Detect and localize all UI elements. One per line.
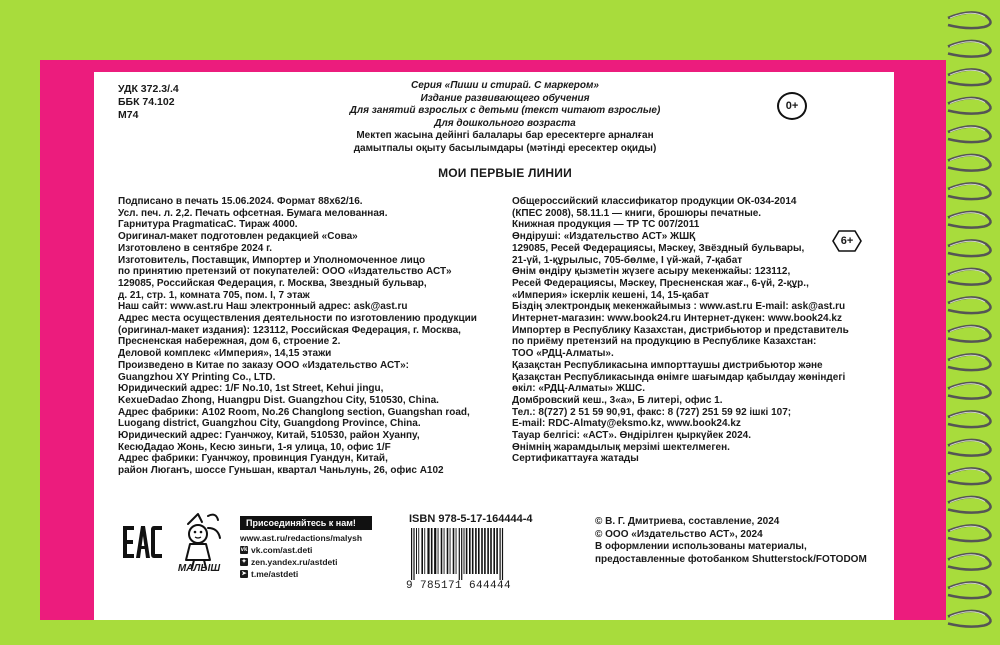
imprint-line: Қазақстан Республикасына импорттаушы дистрибьютор және — [512, 359, 823, 371]
imprint-line: Домбровский кеш., 3«а», Б литері, офис 1. — [512, 394, 723, 406]
bbk-code: ББК 74.102 — [118, 96, 175, 108]
imprint-line: «Империя» іскерлік кешені, 14, 15-қабат — [512, 289, 710, 301]
copyright-block — [595, 516, 867, 566]
imprint-line: Тауар белгісі: «АСТ». Өндірілген қыркүйек 2024. — [512, 430, 751, 442]
imprint-line: Өндіруші: «Издательство АСТ» ЖШҚ — [512, 231, 696, 243]
imprint-line: Luogang district, Guangzhou City, Guangdong Province, China. — [118, 418, 421, 430]
publisher-site[interactable]: www.ast.ru/redactions/malysh — [240, 533, 363, 543]
spiral-coil — [948, 468, 991, 484]
series-line: Серия «Пиши и стирай. С маркером» — [411, 80, 599, 91]
imprint-line: Өнім өндіру қызметін жүзеге асыру мекенжайы: 123112, — [512, 266, 791, 278]
barcode-bar — [431, 528, 433, 574]
author-code: М74 — [118, 109, 139, 121]
imprint-line: Усл. печ. л. 2,2. Печать офсетная. Бумага мелованная. — [118, 207, 388, 219]
imprint-line: д. 21, стр. 1, комната 705, пом. I, 7 этаж — [118, 289, 310, 301]
spiral-coil — [948, 269, 991, 285]
imprint-line: Адрес фабрики: Гуанчжоу, провинция Гуандун, Китай, — [118, 453, 388, 465]
spiral-coil — [948, 98, 991, 114]
imprint-line: Гарнитура PragmaticaC. Тираж 4000. — [118, 219, 298, 231]
imprint-line: (КПЕС 2008), 58.11.1 — книги, брошюры печатные. — [512, 207, 762, 219]
spiral-coil — [948, 497, 991, 513]
imprint-line: Изготовитель, Поставщик, Импортер и Уполномоченное лицо — [118, 254, 426, 266]
barcode-bar — [459, 528, 460, 580]
barcode-bar — [447, 528, 449, 574]
isbn-label: ISBN 978-5-17-164444-4 — [409, 513, 533, 525]
social-link-text: t.me/astdeti — [251, 569, 299, 579]
social-link-text: vk.com/ast.deti — [251, 545, 313, 555]
barcode-bar — [466, 528, 468, 574]
age-rating-hex — [832, 230, 862, 252]
barcode-bar — [469, 528, 471, 574]
imprint-line: (оригинал-макет издания): 123112, Российская Федерация, г. Москва, — [118, 324, 461, 336]
imprint-line: Өнімнің жарамдылық мерзімі шектелмеген. — [512, 441, 730, 453]
imprint-line: Импортер в Республику Казахстан, дистрибьютор и представитель — [512, 324, 849, 336]
imprint-line: Интернет-магазин: www.book24.ru Интернет-дүкен: www.book24.kz — [512, 313, 842, 325]
imprint-line: Қазақстан Республикасында өнімге шағымдар қабылдау жөніндегі — [512, 371, 846, 383]
imprint-line: 129085, Российская Федерация, г. Москва, Звездный бульвар, — [118, 277, 427, 289]
barcode-bar — [472, 528, 474, 574]
copyright-line: В оформлении использованы материалы, — [595, 541, 807, 552]
imprint-line: Юридический адрес: 1/F No.10, 1st Street, Kehui jingu, — [118, 383, 384, 395]
barcode-bar — [421, 528, 423, 574]
barcode-bar — [487, 528, 489, 574]
spiral-coil — [948, 326, 991, 342]
imprint-line: по принятию претензий от покупателей: ООО «Издательство АСТ» — [118, 266, 452, 278]
barcode-bar — [481, 528, 483, 574]
udk-code: УДК 372.3/.4 — [118, 83, 179, 95]
barcode-bar — [434, 528, 436, 574]
barcode-bar — [444, 528, 445, 574]
kz-line-2: дамытпалы оқыту басылымдары (мәтінді ересектер оқиды) — [353, 142, 657, 154]
imprint-right-column — [512, 196, 849, 465]
barcode-bar — [496, 528, 498, 574]
barcode-bar — [450, 528, 451, 574]
telegram-icon: ➤ — [241, 571, 247, 577]
imprint-line: Наш сайт: www.ast.ru Наш электронный адрес: ask@ast.ru — [118, 301, 408, 313]
join-banner: Присоединяйтесь к нам! — [240, 516, 372, 530]
barcode-bar — [500, 528, 501, 580]
kz-line-1: Мектеп жасына дейінгі балалары бар ересектерге арналған — [356, 130, 654, 141]
imprint-line: Общероссийский классификатор продукции ОК-034-2014 — [512, 196, 797, 207]
spiral-coil — [948, 354, 991, 370]
imprint-line: Произведено в Китае по заказу ООО «Издательство АСТ»: — [118, 359, 409, 371]
imprint-left-column — [118, 196, 498, 477]
imprint-line: Подписано в печать 15.06.2024. Формат 88х62/16. — [118, 196, 363, 207]
copyright-line: © ООО «Издательство АСТ», 2024 — [595, 528, 763, 540]
spiral-coil — [948, 126, 991, 142]
imprint-line: Оригинал-макет подготовлен редакцией «Сова» — [118, 231, 358, 243]
imprint-line: Адрес фабрики: A102 Room, No.26 Changlong section, Guangshan road, — [118, 406, 470, 418]
eac-mark-icon — [121, 520, 163, 564]
imprint-line: КесюДадао Жонь, Кесю зиньги, 1-я улица, 10, офис 1/F — [118, 441, 391, 453]
barcode-bar — [413, 528, 414, 580]
book-title: МОИ ПЕРВЫЕ ЛИНИИ — [438, 166, 572, 180]
barcode-bar — [490, 528, 492, 574]
age-rating-hex-label: 6+ — [840, 235, 854, 247]
barcode-bar — [461, 528, 462, 580]
spiral-coil — [948, 240, 991, 256]
spiral-coil — [948, 212, 991, 228]
zen-icon: ✦ — [241, 559, 247, 565]
imprint-line: ТОО «РДЦ-Алматы». — [512, 348, 614, 360]
copyright-line: © В. Г. Дмитриева, составление, 2024 — [595, 516, 780, 527]
spiral-coil — [948, 297, 991, 313]
imprint-line: Деловой комплекс «Империя», 14,15 этажи — [118, 348, 332, 360]
spiral-coil — [948, 155, 991, 171]
age-group-line: Для дошкольного возраста — [434, 117, 576, 129]
spiral-coil — [948, 12, 991, 28]
imprint-line: Юридический адрес: Гуанчжоу, Китай, 510530, район Хуанпу, — [118, 430, 420, 442]
barcode-bar — [484, 528, 486, 574]
spiral-coil — [948, 440, 991, 456]
barcode-bar — [502, 528, 503, 580]
spiral-coil — [948, 183, 991, 199]
barcode-bar — [453, 528, 455, 574]
barcode-bar — [475, 528, 477, 574]
imprint-line: Книжная продукция — ТР ТС 007/2011 — [512, 219, 700, 231]
edition-line: Издание развивающего обучения — [420, 92, 590, 104]
barcode-bar — [456, 528, 457, 574]
spiral-coil — [948, 582, 991, 598]
imprint-line: 21-үй, 1-құрылыс, 705-бөлме, I үй-жай, 7-қабат — [512, 254, 743, 266]
imprint-line: Біздің электрондық мекенжайымыз : www.ast.ru E-mail: ask@ast.ru — [512, 301, 846, 313]
barcode-bar — [441, 528, 443, 574]
barcode — [407, 528, 567, 580]
catalog-codes — [118, 83, 179, 122]
spiral-coil — [948, 411, 991, 427]
imprint-line: Ресей Федерациясы, Мәскеу, Пресненская жағ., 6-үй, 2-құр., — [512, 277, 809, 289]
imprint-line: Guangzhou XY Printing Co., LTD. — [118, 371, 276, 383]
purpose-line: Для занятий взрослых с детьми (текст читают взрослые) — [349, 105, 661, 116]
imprint-line: Пресненская набережная, дом 6, строение 2. — [118, 336, 341, 348]
edition-header — [300, 80, 710, 155]
barcode-bar — [424, 528, 425, 574]
imprint-line: Изготовлено в сентябре 2024 г. — [118, 242, 273, 254]
imprint-line: 129085, Ресей Федерациясы, Мәскеу, Звёздный бульвары, — [512, 242, 805, 254]
barcode-digits: 9 785171 644444 — [406, 580, 512, 592]
vk-icon: vk — [240, 547, 248, 553]
imprint-line: E-mail: RDC-Almaty@eksmo.kz, www.book24.kz — [512, 418, 741, 430]
spiral-coil — [948, 41, 991, 57]
barcode-bar — [478, 528, 480, 574]
imprint-line: Сертификаттауға жатады — [512, 453, 639, 465]
social-link-telegram[interactable] — [240, 569, 372, 579]
social-block — [240, 516, 372, 579]
barcode-bar — [493, 528, 495, 574]
spiral-coil — [948, 611, 991, 627]
spiral-coil — [948, 383, 991, 399]
spiral-coil — [948, 69, 991, 85]
barcode-bar — [464, 528, 465, 574]
copyright-line: предоставленные фотобанком Shutterstock/FOTODOM — [595, 553, 867, 565]
barcode-bar — [438, 528, 439, 574]
spiral-binding — [946, 0, 1000, 645]
malysh-logo-text: МАЛЫШ — [177, 563, 221, 574]
spiral-coil — [948, 554, 991, 570]
social-link-text: zen.yandex.ru/astdeti — [251, 557, 338, 567]
imprint-line: Тел.: 8(727) 2 51 59 90,91, факс: 8 (727) 251 59 92 ішкі 107; — [512, 406, 792, 418]
social-link-vk[interactable] — [240, 545, 372, 555]
imprint-line: Адрес места осуществления деятельности по изготовлению продукции — [118, 313, 477, 325]
barcode-bar — [416, 528, 417, 574]
imprint-line: по приёму претензий на продукцию в Республике Казахстан: — [512, 336, 817, 348]
barcode-bar — [427, 528, 429, 574]
social-link-zen[interactable] — [240, 557, 372, 567]
imprint-line: өкіл: «РДЦ-Алматы» ЖШС. — [512, 383, 645, 395]
barcode-bar — [418, 528, 419, 574]
imprint-line: KexueDadao Zhong, Huangpu Dist. Guangzhou City, 510530, China. — [118, 394, 439, 406]
spiral-coil — [948, 525, 991, 541]
barcode-bar — [411, 528, 412, 580]
age-rating-badge: 0+ — [777, 92, 807, 120]
imprint-line: район Люганъ, шоссе Гуньшан, квартал Чаньлунь, 26, офис А102 — [118, 465, 444, 477]
